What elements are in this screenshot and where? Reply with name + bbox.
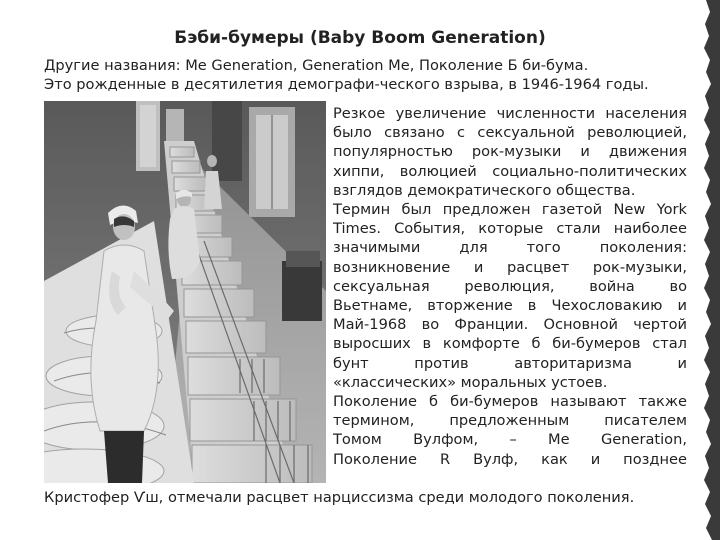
closing-line: Кристофер Ѵш, отмечали расцвет нарциссизма среди молодого поколения. xyxy=(44,489,635,506)
body-line: бунт против авторитаризма и xyxy=(333,354,687,372)
slide-title: Бэби-бумеры (Baby Boom Generation) xyxy=(174,28,546,48)
nursery-photo-illustration xyxy=(44,101,326,483)
body-line: Термин был предложен газетой New York xyxy=(333,201,687,219)
body-line: Поколение б би-бумеров называют также xyxy=(333,393,687,411)
body-line: популярностью рок-музыки и движения xyxy=(333,143,687,161)
nursery-photo xyxy=(44,101,326,483)
body-line: Томом Вулфом, – Me Generation, xyxy=(333,431,687,449)
body-line: Поколение R Вулф, как и позднее xyxy=(333,450,687,468)
body-text xyxy=(333,104,687,469)
intro-line: Другие названия: Me Generation, Generation Me, Поколение Б би-бума. xyxy=(44,57,589,74)
body-line: взглядов демократического общества. xyxy=(333,181,636,199)
body-line: возникновение и расцвет рок-музыки, xyxy=(333,258,687,276)
body-line: сексуальная революция, война во xyxy=(333,277,687,295)
intro-text xyxy=(44,56,694,94)
intro-line: Это рожденные в десятилетия демографи-ческого взрыва, в 1946-1964 годы. xyxy=(44,76,649,93)
body-line: термином, предложенным писателем xyxy=(333,412,687,430)
body-line: хиппи, волюцией социально-политических xyxy=(333,162,687,180)
body-line: выросших в комфорте б би-бумеров стал xyxy=(333,335,687,353)
body-line: «классических» моральных устоев. xyxy=(333,373,608,391)
body-line: Резкое увеличение численности населения xyxy=(333,105,687,122)
body-line: Times. События, которые стали наиболее xyxy=(333,220,687,238)
body-line: значимыми для того поколения: xyxy=(333,239,687,257)
body-line: Май-1968 во Франции. Основной чертой xyxy=(333,316,687,334)
body-line: было связано с сексуальной революцией, xyxy=(333,124,687,142)
body-line: Вьетнаме, вторжение в Чехословакию и xyxy=(333,297,687,315)
torn-paper-edge xyxy=(694,0,720,540)
